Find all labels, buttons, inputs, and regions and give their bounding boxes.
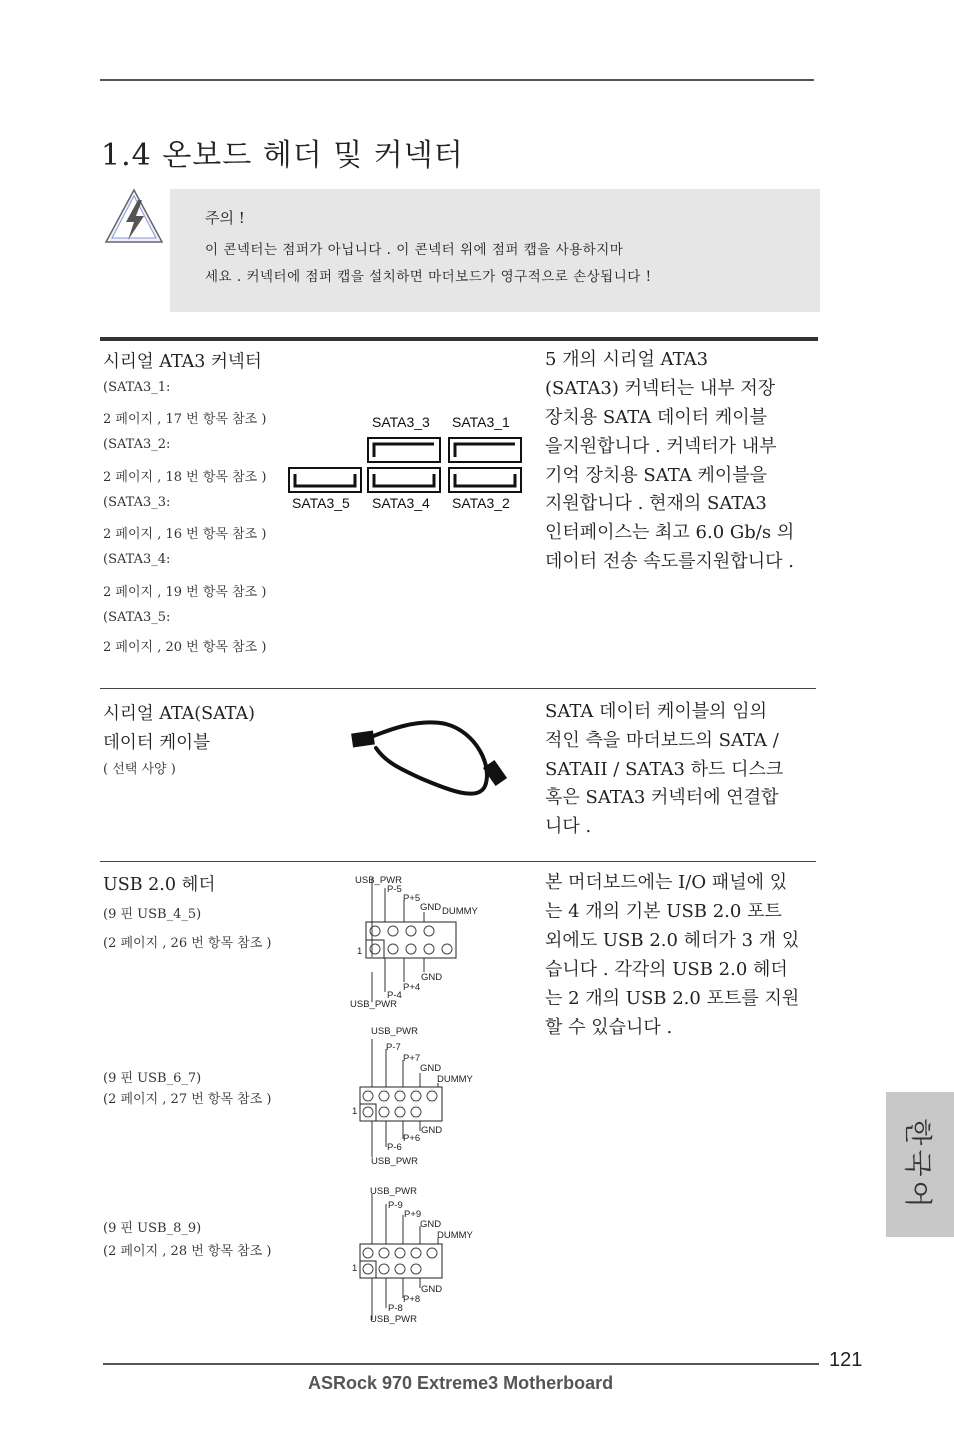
usb67-pin1: 1 xyxy=(352,1106,358,1117)
usb-h2-ref: (2 페이지 , 27 번 항목 참조 ) xyxy=(103,1092,272,1107)
usb45-pwr-top: USB_PWR xyxy=(355,875,402,886)
usb-title: USB 2.0 헤더 xyxy=(103,875,216,895)
usb67-gnd-bottom: GND xyxy=(421,1125,443,1136)
language-tab-label-wrap xyxy=(886,1092,954,1237)
sata3-desc-5: 기억 장치용 SATA 케이블을 xyxy=(545,465,768,486)
warning-icon xyxy=(102,186,166,248)
usb-h1-ref: (2 페이지 , 26 번 항목 참조 ) xyxy=(103,936,272,951)
sata3-connectors-diagram xyxy=(287,436,523,494)
sata3-title: 시리얼 ATA3 커넥터 xyxy=(103,352,262,372)
sata3-1-label: SATA3_1 xyxy=(452,414,510,430)
usb67-pm-bottom: P-6 xyxy=(387,1142,402,1153)
usb67-pm-top: P-7 xyxy=(386,1042,401,1053)
usb67-pwr-top: USB_PWR xyxy=(371,1026,418,1037)
usb89-pwr-bottom: USB_PWR xyxy=(370,1314,417,1325)
cable-title-1: 시리얼 ATA(SATA) xyxy=(103,704,255,724)
cable-desc-4: 혹은 SATA3 커넥터에 연결합 xyxy=(545,787,779,808)
usb67-gnd-top: GND xyxy=(420,1063,442,1074)
footer-text: ASRock 970 Extreme3 Motherboard xyxy=(308,1373,614,1393)
top-rule xyxy=(100,79,814,81)
sata-cable-image xyxy=(348,708,508,808)
cable-note: ( 선택 사양 ) xyxy=(103,762,176,777)
usb-h2-pins: (9 핀 USB_6_7) xyxy=(103,1071,202,1086)
usb89-dummy: DUMMY xyxy=(437,1230,473,1241)
sata3-ref-5: (SATA3_3: xyxy=(103,495,171,510)
cable-title-2: 데이터 케이블 xyxy=(103,733,210,753)
sata3-ref-2: 2 페이지 , 17 번 항목 참조 ) xyxy=(103,412,267,427)
usb-desc-1: 본 머더보드에는 I/O 패널에 있 xyxy=(545,872,788,893)
sata3-desc-4: 을지원합니다 . 커넥터가 내부 xyxy=(545,436,777,457)
sata3-ref-7: (SATA3_4: xyxy=(103,552,171,567)
usb-desc-5: 는 2 개의 USB 2.0 포트를 지원 xyxy=(545,988,800,1009)
footer-rule xyxy=(103,1363,819,1365)
usb45-gnd-top: GND xyxy=(420,902,442,913)
sata3-ref-9: (SATA3_5: xyxy=(103,610,171,625)
usb-desc-3: 외에도 USB 2.0 헤더가 3 개 있 xyxy=(545,930,800,951)
usb45-pin1: 1 xyxy=(357,946,363,957)
usb45-gnd-bottom: GND xyxy=(421,972,443,983)
usb-h3-ref: (2 페이지 , 28 번 항목 참조 ) xyxy=(103,1244,272,1259)
usb67-pp-bottom: P+6 xyxy=(403,1133,421,1144)
usb-desc-4: 습니다 . 각각의 USB 2.0 헤더 xyxy=(545,959,788,980)
usb67-pwr-bottom: USB_PWR xyxy=(371,1156,418,1167)
sata3-2-label: SATA3_2 xyxy=(452,495,510,511)
usb45-pp-top: P+5 xyxy=(403,893,421,904)
sata3-5-label: SATA3_5 xyxy=(292,495,350,511)
section-divider-cable xyxy=(100,688,816,689)
cable-desc-3: SATAII / SATA3 하드 디스크 xyxy=(545,759,784,780)
sata3-ref-10: 2 페이지 , 20 번 항목 참조 ) xyxy=(103,640,267,655)
sata3-ref-4: 2 페이지 , 18 번 항목 참조 ) xyxy=(103,470,267,485)
usb-h1-pins: (9 핀 USB_4_5) xyxy=(103,907,202,922)
page-number: 121 xyxy=(829,1349,863,1371)
language-tab-label: 한국어 xyxy=(902,1117,935,1212)
usb89-pp-top: P+9 xyxy=(404,1209,422,1220)
caution-heading: 주의 ! xyxy=(205,209,245,227)
usb-h3-pins: (9 핀 USB_8_9) xyxy=(103,1221,202,1236)
section-title: 1.4 온보드 헤더 및 커넥터 xyxy=(101,138,464,173)
usb89-pp-bottom: P+8 xyxy=(403,1294,421,1305)
usb45-dummy: DUMMY xyxy=(442,906,478,917)
usb89-pin1: 1 xyxy=(352,1263,358,1274)
usb89-pm-top: P-9 xyxy=(388,1200,403,1211)
sata3-desc-2: (SATA3) 커넥터는 내부 저장 xyxy=(545,378,776,399)
sata3-ref-8: 2 페이지 , 19 번 항목 참조 ) xyxy=(103,585,267,600)
cable-desc-1: SATA 데이터 케이블의 임의 xyxy=(545,701,768,722)
sata3-ref-1: (SATA3_1: xyxy=(103,380,171,395)
sata3-desc-6: 지원합니다 . 현재의 SATA3 xyxy=(545,493,767,514)
usb89-gnd-top: GND xyxy=(420,1219,442,1230)
usb89-pm-bottom: P-8 xyxy=(388,1303,403,1314)
usb45-pp-bottom: P+4 xyxy=(403,982,421,993)
usb89-gnd-bottom: GND xyxy=(421,1284,443,1295)
sata3-desc-1: 5 개의 시리얼 ATA3 xyxy=(545,349,709,370)
cable-desc-5: 니다 . xyxy=(545,816,592,837)
usb89-pwr-top: USB_PWR xyxy=(370,1186,417,1197)
usb45-pm-bottom: P-4 xyxy=(387,990,402,1001)
sata3-3-label: SATA3_3 xyxy=(372,414,430,430)
caution-line-1: 이 콘넥터는 점퍼가 아닙니다 . 이 콘넥터 위에 점퍼 캡을 사용하지마 xyxy=(205,242,624,258)
sata3-4-label: SATA3_4 xyxy=(372,495,430,511)
usb45-pwr-bottom: USB_PWR xyxy=(350,999,397,1010)
usb67-dummy: DUMMY xyxy=(437,1074,473,1085)
usb67-pp-top: P+7 xyxy=(403,1053,421,1064)
usb-desc-6: 할 수 있습니다 . xyxy=(545,1017,673,1038)
cable-desc-2: 적인 측을 마더보드의 SATA / xyxy=(545,730,779,751)
sata3-desc-7: 인터페이스는 최고 6.0 Gb/s 의 xyxy=(545,522,795,543)
sata3-desc-8: 데이터 전송 속도를지원합니다 . xyxy=(545,551,794,572)
usb45-pm-top: P-5 xyxy=(387,884,402,895)
caution-line-2: 세요 . 커넥터에 점퍼 캡을 설치하면 마더보드가 영구적으로 손상됩니다 ! xyxy=(205,269,652,285)
sata3-ref-6: 2 페이지 , 16 번 항목 참조 ) xyxy=(103,527,267,542)
section-divider-thick xyxy=(100,337,818,341)
usb-desc-2: 는 4 개의 기본 USB 2.0 포트 xyxy=(545,901,782,922)
sata3-desc-3: 장치용 SATA 데이터 케이블 xyxy=(545,407,768,428)
sata3-ref-3: (SATA3_2: xyxy=(103,437,171,452)
section-divider-usb xyxy=(100,861,816,862)
